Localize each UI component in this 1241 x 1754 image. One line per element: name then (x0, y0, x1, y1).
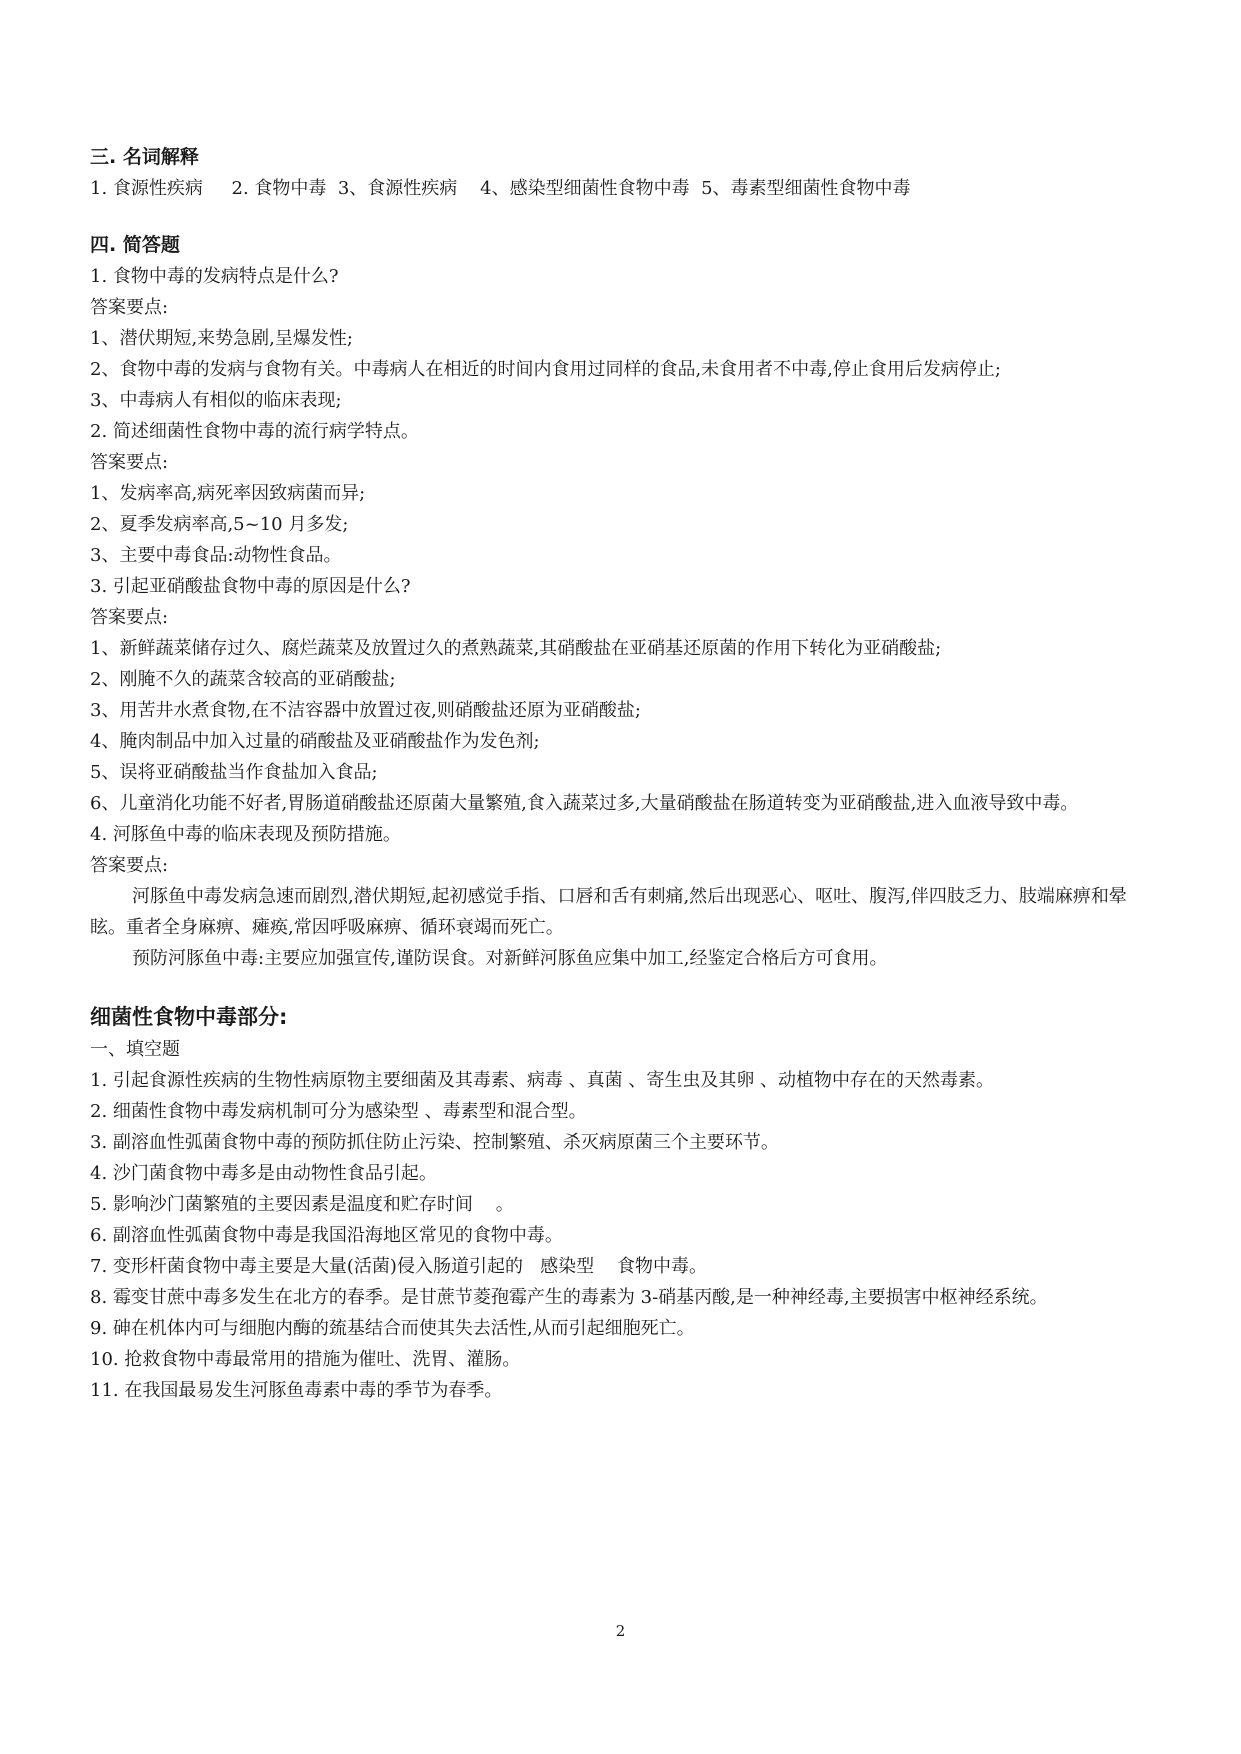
answer-paragraph-text: 河豚鱼中毒发病急速而剧烈,潜伏期短,起初感觉手指、口唇和舌有刺痛,然后出现恶心、呕吐、腹泻,伴四肢乏力、肢端麻痹和晕眩。重者全身麻痹、瘫痪,常因呼吸麻痹、循环衰竭而死亡。 (90, 886, 1127, 938)
section-heading-terms: 三. 名词解释 (90, 146, 199, 168)
list-item: 2. 细菌性食物中毒发病机制可分为感染型 、毒素型和混合型。 (90, 1101, 587, 1122)
subheading-fill-blank: 一、填空题 (90, 1039, 180, 1060)
answer-point: 1、新鲜蔬菜储存过久、腐烂蔬菜及放置过久的煮熟蔬菜,其硝酸盐在亚硝基还原菌的作用下转化为亚硝酸盐; (90, 638, 942, 659)
answer-label-1: 答案要点: (90, 297, 169, 318)
list-item: 10. 抢救食物中毒最常用的措施为催吐、洗胃、灌肠。 (90, 1349, 521, 1370)
answer-paragraph: 预防河豚鱼中毒:主要应加强宣传,谨防误食。对新鲜河豚鱼应集中加工,经鉴定合格后方可食用。 (132, 948, 888, 969)
list-item: 3. 副溶血性弧菌食物中毒的预防抓住防止污染、控制繁殖、杀灭病原菌三个主要环节。 (90, 1132, 779, 1153)
question-1: 1. 食物中毒的发病特点是什么? (90, 266, 339, 287)
answer-label-4: 答案要点: (90, 855, 169, 876)
list-item: 1. 引起食源性疾病的生物性病原物主要细菌及其毒素、病毒 、真菌 、寄生虫及其卵 、动植物中存在的天然毒素。 (90, 1070, 995, 1091)
answer-point: 1、发病率高,病死率因致病菌而异; (90, 483, 366, 504)
question-4: 4. 河豚鱼中毒的临床表现及预防措施。 (90, 824, 401, 845)
section-heading-short-answer: 四. 简答题 (90, 234, 180, 256)
document-page (90, 142, 1158, 1406)
answer-point: 6、儿童消化功能不好者,胃肠道硝酸盐还原菌大量繁殖,食入蔬菜过多,大量硝酸盐在肠道转变为亚硝酸盐,进入血液导致中毒。 (90, 793, 1079, 814)
question-3: 3. 引起亚硝酸盐食物中毒的原因是什么? (90, 576, 411, 597)
list-item: 5. 影响沙门菌繁殖的主要因素是温度和贮存时间 。 (90, 1194, 514, 1215)
answer-label-3: 答案要点: (90, 607, 169, 628)
list-item: 8. 霉变甘蔗中毒多发生在北方的春季。是甘蔗节菱孢霉产生的毒素为 3-硝基丙酸,是一种神经毒,主要损害中枢神经系统。 (90, 1287, 1048, 1308)
answer-point: 2、刚腌不久的蔬菜含较高的亚硝酸盐; (90, 669, 396, 690)
answer-point: 4、腌肉制品中加入过量的硝酸盐及亚硝酸盐作为发色剂; (90, 731, 540, 752)
page-number: 2 (615, 1622, 626, 1640)
list-item: 11. 在我国最易发生河豚鱼毒素中毒的季节为春季。 (90, 1380, 503, 1401)
list-item: 9. 砷在机体内可与细胞内酶的巯基结合而使其失去活性,从而引起细胞死亡。 (90, 1318, 695, 1339)
answer-paragraph (90, 881, 1158, 943)
answer-point: 2、夏季发病率高,5~10 月多发; (90, 514, 349, 535)
list-item: 4. 沙门菌食物中毒多是由动物性食品引起。 (90, 1163, 437, 1184)
answer-point: 3、中毒病人有相似的临床表现; (90, 390, 342, 411)
answer-point: 3、主要中毒食品:动物性食品。 (90, 545, 342, 566)
answer-point: 3、用苦井水煮食物,在不洁容器中放置过夜,则硝酸盐还原为亚硝酸盐; (90, 700, 641, 721)
section-heading-bacterial: 细菌性食物中毒部分: (90, 1005, 288, 1029)
list-item: 6. 副溶血性弧菌食物中毒是我国沿海地区常见的食物中毒。 (90, 1225, 563, 1246)
spacer (90, 204, 1158, 230)
answer-point: 1、潜伏期短,来势急剧,呈爆发性; (90, 328, 353, 349)
answer-label-2: 答案要点: (90, 452, 169, 473)
question-2: 2. 简述细菌性食物中毒的流行病学特点。 (90, 421, 419, 442)
answer-point: 2、食物中毒的发病与食物有关。中毒病人在相近的时间内食用过同样的食品,未食用者不中毒,停止食用后发病停止; (90, 359, 1001, 380)
spacer (90, 974, 1158, 1000)
answer-point: 5、误将亚硝酸盐当作食盐加入食品; (90, 762, 378, 783)
list-item: 7. 变形杆菌食物中毒主要是大量(活菌)侵入肠道引起的 感染型 食物中毒。 (90, 1256, 707, 1277)
terms-list: 1. 食源性疾病 2. 食物中毒 3、食源性疾病 4、感染型细菌性食物中毒 5、毒素型细菌性食物中毒 (90, 178, 911, 199)
